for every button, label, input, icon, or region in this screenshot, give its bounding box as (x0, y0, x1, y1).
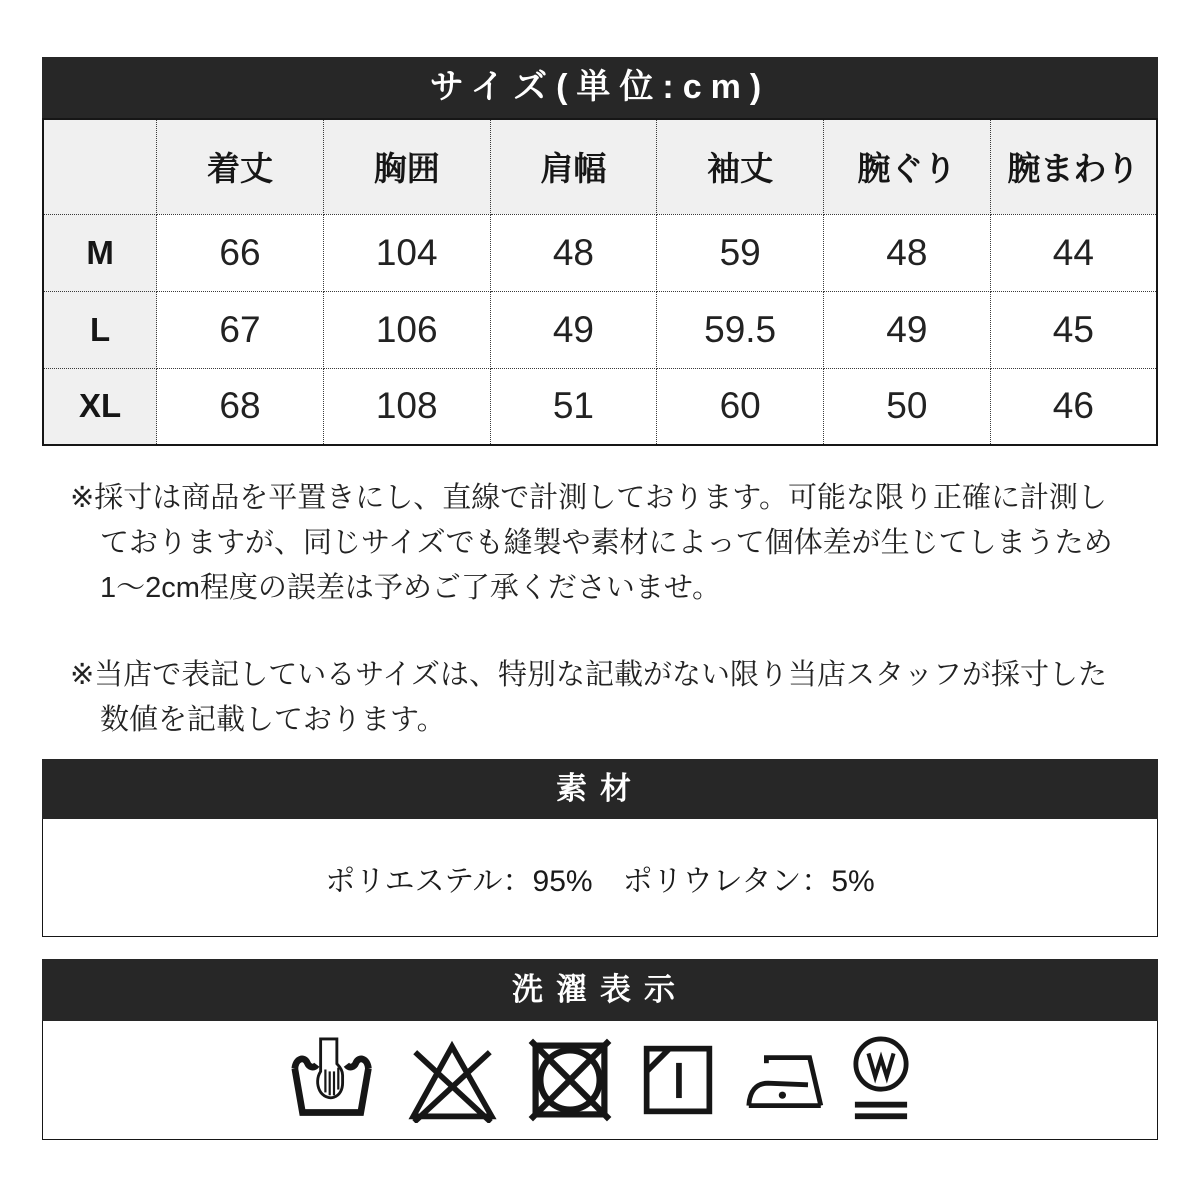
note-line: 1〜2cm程度の誤差は予めご了承くださいませ。 (100, 572, 722, 604)
material-title-bar (42, 759, 1158, 819)
size-value: 51 (490, 368, 657, 445)
size-value: 66 (157, 214, 324, 291)
note-line: 数値を記載しております。 (100, 704, 446, 736)
material-content-box (42, 819, 1158, 937)
size-value: 48 (824, 214, 991, 291)
size-value: 45 (990, 291, 1157, 368)
column-header-armhole: 腕ぐり (824, 119, 991, 214)
column-header-chest: 胸囲 (323, 119, 490, 214)
size-value: 49 (824, 291, 991, 368)
size-row-m (43, 214, 1157, 291)
note-line: ておりますが、同じサイズでも縫製や素材によって個体差が生じてしまうため (100, 527, 1113, 559)
size-value: 59.5 (657, 291, 824, 368)
material-composition: ポリエステル：95% ポリウレタン：5% (325, 864, 875, 898)
do-not-bleach-icon (405, 1038, 500, 1123)
size-value: 67 (157, 291, 324, 368)
laundry-section (42, 959, 1158, 1140)
wet-clean-gentle-icon (852, 1034, 910, 1126)
size-label: M (43, 214, 157, 291)
line-dry-in-shade-icon (640, 1042, 716, 1118)
staff-measurement-note (70, 653, 1158, 743)
size-table-title: サイズ(単位:cm) (429, 68, 771, 106)
material-section (42, 759, 1158, 937)
notes-section (70, 476, 1158, 743)
column-header-length: 着丈 (157, 119, 324, 214)
laundry-icons-row (42, 1021, 1158, 1140)
size-row-xl (43, 368, 1157, 445)
material-title: 素材 (556, 771, 644, 806)
laundry-title: 洗濯表示 (512, 972, 688, 1007)
column-header-arm-width: 腕まわり (990, 119, 1157, 214)
size-value: 44 (990, 214, 1157, 291)
size-value: 60 (657, 368, 824, 445)
size-table-section (42, 57, 1158, 446)
size-value: 50 (824, 368, 991, 445)
size-table (42, 118, 1158, 446)
size-value: 49 (490, 291, 657, 368)
note-line: ※採寸は商品を平置きにし、直線で計測しております。可能な限り正確に計測し (70, 482, 1107, 514)
size-value: 59 (657, 214, 824, 291)
size-value: 108 (323, 368, 490, 445)
column-header-sleeve: 袖丈 (657, 119, 824, 214)
size-value: 48 (490, 214, 657, 291)
size-value: 68 (157, 368, 324, 445)
size-value: 104 (323, 214, 490, 291)
hand-wash-icon (290, 1037, 378, 1123)
size-label: XL (43, 368, 157, 445)
iron-low-heat-icon (743, 1048, 825, 1112)
column-header-shoulder: 肩幅 (490, 119, 657, 214)
do-not-tumble-dry-icon (527, 1037, 613, 1123)
size-value: 106 (323, 291, 490, 368)
laundry-title-bar (42, 959, 1158, 1021)
size-row-l (43, 291, 1157, 368)
size-table-title-bar (42, 57, 1158, 118)
measurement-note (70, 476, 1158, 611)
size-column-corner-cell (43, 119, 157, 214)
size-label: L (43, 291, 157, 368)
size-table-header-row (43, 119, 1157, 214)
size-value: 46 (990, 368, 1157, 445)
note-line: ※当店で表記しているサイズは、特別な記載がない限り当店スタッフが採寸した (70, 659, 1107, 691)
